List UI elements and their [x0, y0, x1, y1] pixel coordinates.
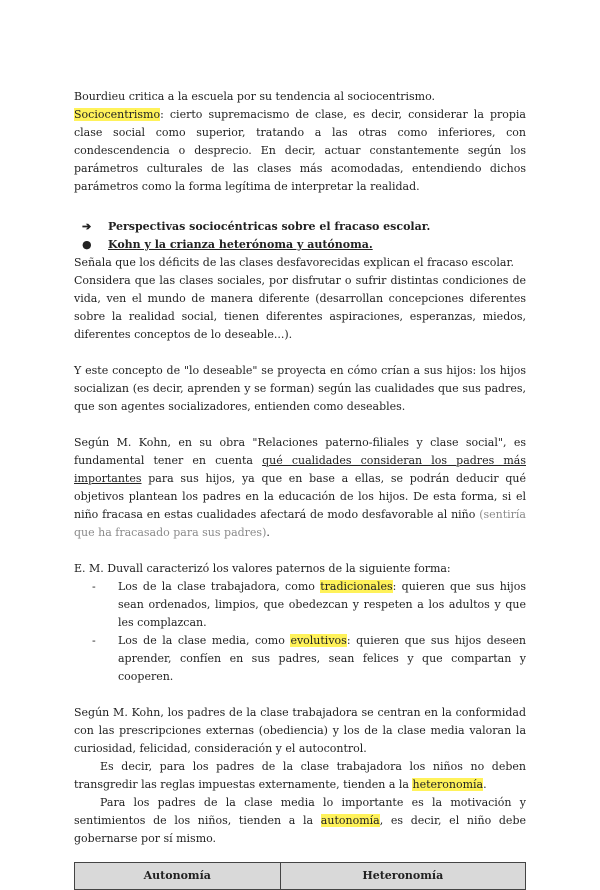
kohn-text-end: . [266, 526, 270, 539]
list-item-label: Kohn y la crianza heterónoma y autónoma. [108, 238, 373, 251]
bullet-icon: ● [82, 238, 92, 251]
dash-icon: - [92, 580, 96, 593]
dash-text-a: Los de la clase trabajadora, como [118, 580, 321, 593]
underlined-phrase: qué cualidades consideran los padres más importantes [74, 454, 526, 485]
paragraph-duvall: E. M. Duvall caracterizó los valores paternos de la siguiente forma: [74, 562, 451, 575]
paragraph-autonomia [74, 794, 526, 848]
highlight-tradicionales: tradicionales [320, 580, 393, 593]
autonomia-text-a: Para los padres de la clase media lo importante es la motivación y sentimientos de los niños, tienden a la [74, 796, 526, 827]
paragraph-sociocentrismo [74, 106, 526, 196]
highlight-autonomia: autonomía [320, 814, 380, 827]
highlight-heteronomia: heteronomía [412, 778, 484, 791]
list-item-dash [92, 632, 526, 686]
gray-note: (sentiría que ha fracasado para sus padres) [74, 508, 526, 539]
highlight-sociocentrismo: Sociocentrismo [74, 108, 161, 121]
definition-text: : cierto supremacismo de clase, es decir, considerar la propia clase social como superior, tratando a las otras como inferiores, con condescendencia o desprecio. En decir, actuar constantemente según los parámetros culturales de las clases más acomodadas, entendiendo dichos parámetros como la forma legítima de interpretar la realidad. [74, 108, 526, 193]
paragraph-lo-deseable: Y este concepto de "lo deseable" se proyecta en cómo crían a sus hijos: los hijos socializan (es decir, aprenden y se forman) según las cualidades que sus padres, que son agentes socializadores, entienden como deseables. [74, 364, 526, 413]
dash-icon: - [92, 634, 96, 647]
heteronomia-end: . [483, 778, 487, 791]
comparison-table [74, 862, 526, 890]
paragraph-kohn [74, 434, 526, 542]
dash-text-b: : quieren que sus hijos sean ordenados, limpios, que obedezcan y respeten a los adultos y que les complazcan. [118, 580, 526, 629]
table-header-heteronomia: Heteronomía [280, 863, 525, 890]
dash-text-b: : quieren que sus hijos deseen aprender, confíen en sus padres, sean felices y que compartan y cooperen. [118, 634, 526, 683]
paragraph-clases-sociales: Considera que las clases sociales, por disfrutar o sufrir distintas condiciones de vida, ven el mundo de manera diferente (desarrollan concepciones diferentes sobre la realidad social, tienen diferentes aspiraciones, esperanzas, miedos, diferentes conceptos de lo deseable...). [74, 274, 526, 341]
autonomia-text-b: , es decir, el niño debe gobernarse por sí mismo. [74, 814, 526, 845]
heteronomia-text: Es decir, para los padres de la clase trabajadora los niños no deben transgredir las reglas impuestas externamente, tienden a la [74, 760, 526, 791]
paragraph-intro: Bourdieu critica a la escuela por su tendencia al sociocentrismo. [74, 90, 436, 103]
list-item-bullet [82, 236, 526, 254]
list-item-arrow [82, 218, 526, 236]
list-item-label: Perspectivas sociocéntricas sobre el fracaso escolar. [108, 220, 431, 233]
kohn-text-b: para sus hijos, ya que en base a ellas, se podrán deducir qué objetivos plantean los padres en la educación de los hijos. De esta forma, si el niño fracasa en estas cualidades afectará de modo desfavorable al niño [74, 472, 526, 521]
dash-text [118, 632, 526, 686]
paragraph-heteronomia [74, 758, 526, 794]
table-header-row [75, 863, 526, 890]
document-page [74, 88, 526, 890]
dash-text-a: Los de la clase media, como [118, 634, 291, 647]
dash-text [118, 578, 526, 632]
list-item-dash [92, 578, 526, 632]
paragraph-deficits: Señala que los déficits de las clases desfavorecidas explican el fracaso escolar. [74, 256, 514, 269]
paragraph-kohn-conformidad: Según M. Kohn, los padres de la clase trabajadora se centran en la conformidad con las prescripciones externas (obediencia) y los de la clase media valoran la curiosidad, felicidad, consideración y el autocontrol. [74, 706, 526, 755]
kohn-text-a: Según M. Kohn, en su obra "Relaciones paterno-filiales y clase social", es fundamental tener en cuenta [74, 436, 526, 467]
highlight-evolutivos: evolutivos [290, 634, 347, 647]
arrow-icon: ➔ [82, 220, 92, 233]
table-header-autonomia: Autonomía [75, 863, 281, 890]
